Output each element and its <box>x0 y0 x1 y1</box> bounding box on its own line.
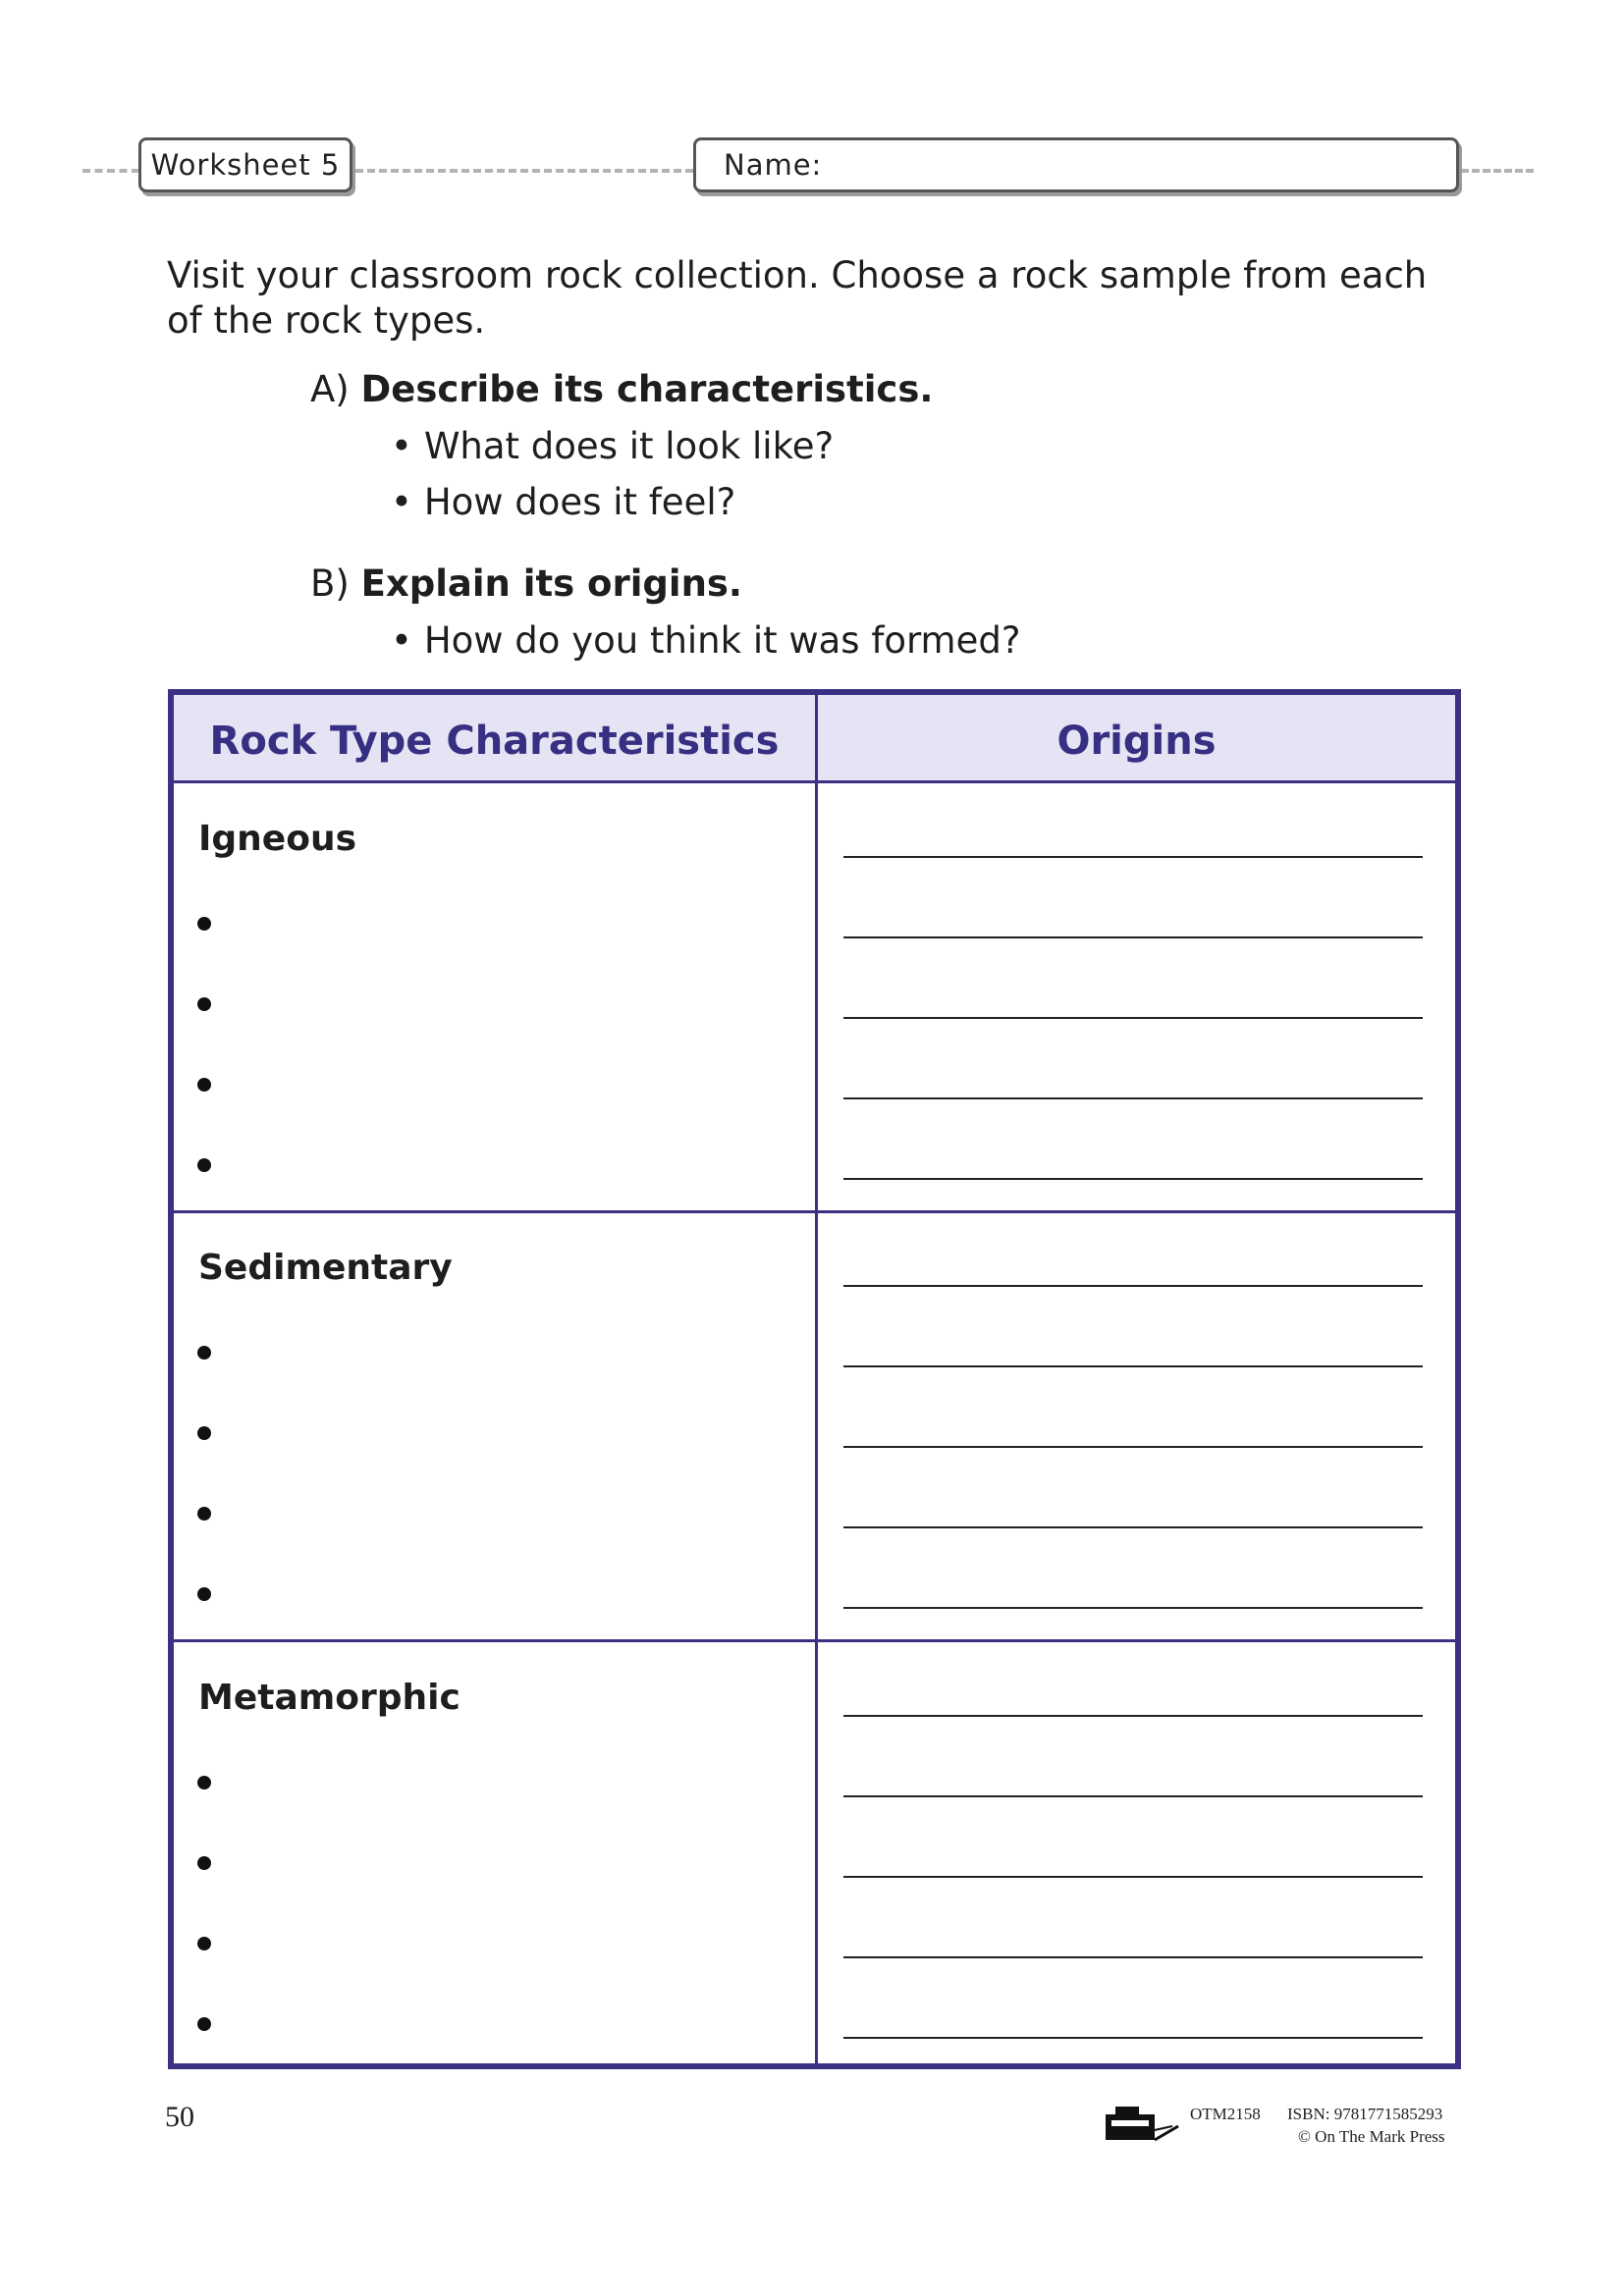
name-label: Name: <box>724 148 823 182</box>
bullet-icon <box>197 1346 211 1360</box>
bullet-icon <box>197 1078 211 1092</box>
part-b-bullet: • How do you think it was formed? <box>391 618 1021 664</box>
header-dash-middle <box>355 169 693 173</box>
header-dash-right <box>1461 169 1534 173</box>
product-code: OTM2158 <box>1190 2105 1261 2123</box>
bullet-icon <box>197 1937 211 1950</box>
part-a-title: Describe its characteristics. <box>360 368 934 410</box>
rock-type-label: Metamorphic <box>198 1678 460 1718</box>
part-b-heading <box>310 561 742 607</box>
row-divider <box>174 1210 1455 1213</box>
origins-write-line[interactable] <box>843 1876 1423 1878</box>
part-a-heading <box>310 367 933 412</box>
origins-write-line[interactable] <box>843 1178 1423 1180</box>
origins-write-line[interactable] <box>843 1795 1423 1797</box>
part-a-letter: A) <box>310 368 350 410</box>
part-b-letter: B) <box>310 562 350 605</box>
bullet-icon <box>197 2017 211 2031</box>
origins-write-line[interactable] <box>843 856 1423 858</box>
origins-write-line[interactable] <box>843 1715 1423 1717</box>
bullet-icon <box>197 1507 211 1521</box>
rock-table <box>168 689 1461 2069</box>
bullet-icon <box>197 997 211 1011</box>
header-origins: Origins <box>1056 719 1217 764</box>
row-divider <box>174 1639 1455 1642</box>
origins-write-line[interactable] <box>843 1017 1423 1019</box>
header-dash-left <box>82 169 139 173</box>
bullet-icon <box>197 1856 211 1870</box>
copyright: © On The Mark Press <box>1298 2127 1445 2146</box>
bullet-icon <box>197 1587 211 1601</box>
column-divider <box>815 695 818 2063</box>
part-b-title: Explain its origins. <box>360 562 742 605</box>
intro-text: Visit your classroom rock collection. Choose a rock sample from each of the rock types. <box>167 254 1428 342</box>
origins-write-line[interactable] <box>843 1097 1423 1099</box>
row-divider <box>174 780 1455 783</box>
printing-press-icon-svg <box>1104 2101 1182 2146</box>
origins-write-line[interactable] <box>843 1526 1423 1528</box>
part-a-bullet: • How does it feel? <box>391 480 735 525</box>
origins-write-line[interactable] <box>843 1446 1423 1448</box>
origins-write-line[interactable] <box>843 1607 1423 1609</box>
printing-press-icon <box>1104 2101 1182 2146</box>
header-rock-type-characteristics: Rock Type Characteristics <box>209 719 780 764</box>
page-number: 50 <box>165 2101 194 2133</box>
rock-type-label: Sedimentary <box>198 1248 453 1288</box>
worksheet-label: Worksheet 5 <box>138 137 352 192</box>
origins-write-line[interactable] <box>843 1365 1423 1367</box>
rock-type-label: Igneous <box>198 819 356 859</box>
bullet-icon <box>197 1158 211 1172</box>
isbn: ISBN: 9781771585293 <box>1287 2105 1443 2123</box>
origins-write-line[interactable] <box>843 1956 1423 1958</box>
bullet-icon <box>197 917 211 931</box>
name-field[interactable] <box>693 137 1459 192</box>
origins-write-line[interactable] <box>843 936 1423 938</box>
bullet-icon <box>197 1776 211 1789</box>
origins-write-line[interactable] <box>843 2037 1423 2039</box>
origins-write-line[interactable] <box>843 1285 1423 1287</box>
part-a-bullet: • What does it look like? <box>391 424 834 469</box>
bullet-icon <box>197 1426 211 1440</box>
